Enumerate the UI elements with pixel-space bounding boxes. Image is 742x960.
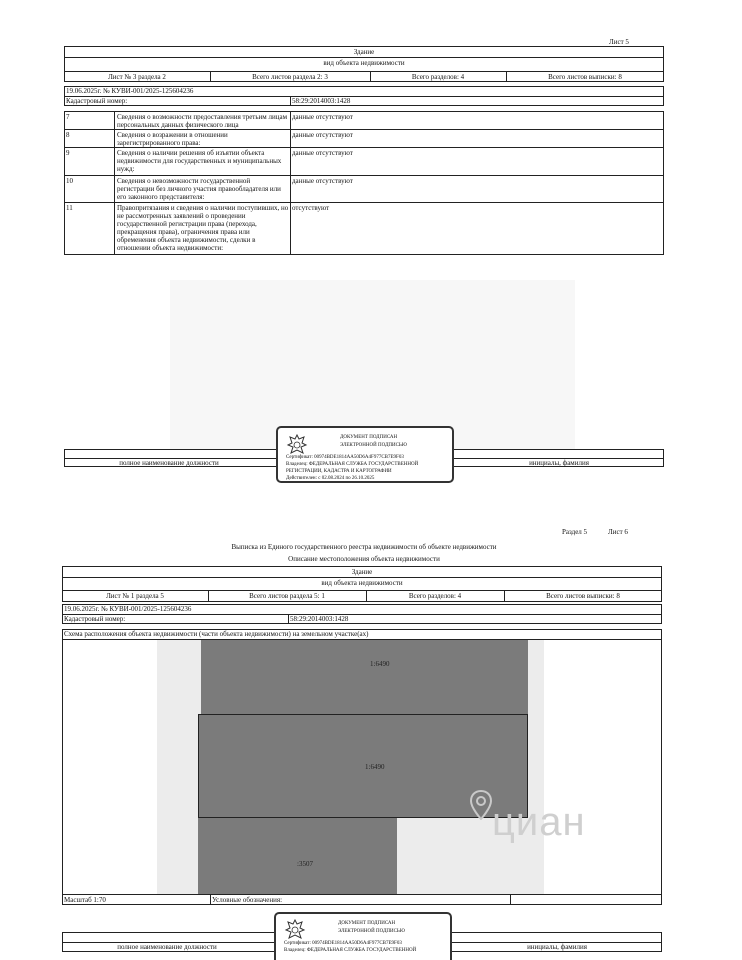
signature-position-label-2: полное наименование должности [117, 943, 217, 951]
parcel-lower [198, 818, 397, 894]
e-signature-stamp-2: ДОКУМЕНТ ПОДПИСАН ЭЛЕКТРОННОЙ ПОДПИСЬЮ Сертификат: 00974BDE1814AA50D6A4F977CB7E9F03 Владелец: ФЕДЕРАЛЬНАЯ СЛУЖБА ГОСУДАРСТВЕННОЙ [274, 912, 452, 960]
meta-total-sheets-extract-2: Всего листов выписки: 8 [546, 592, 620, 600]
extract-subheading: Описание местоположения объекта недвижимости [288, 555, 440, 563]
signature-name-label: инициалы, фамилия [529, 459, 589, 467]
section-number: Раздел 5 [562, 528, 588, 536]
meta-total-sheets-extract: Всего листов выписки: 8 [548, 73, 622, 81]
cadastral-label-2: Кадастровый номер: [64, 615, 126, 623]
signature-position-label: полное наименование должности [119, 459, 219, 467]
row-number: 8 [66, 131, 70, 139]
object-type-title: Здание [353, 48, 375, 56]
parcel-label: 1:6490 [365, 763, 385, 771]
meta-sheet-of-section-2: Лист № 1 раздела 5 [106, 592, 164, 600]
date-number-2: 19.06.2025г. № КУВИ-001/2025-125604236 [64, 605, 192, 613]
row-value: данные отсутствуют [292, 177, 353, 185]
extract-heading: Выписка из Единого государственного реестра недвижимости об объекте недвижимости [231, 543, 497, 551]
meta-total-sections-2: Всего разделов: 4 [408, 592, 462, 600]
row-number: 11 [66, 204, 73, 212]
emblem-icon [284, 918, 306, 942]
row-label: Сведения о невозможности государственной регистрации без личного участия правообладателя или его законного представителя: [117, 177, 281, 201]
meta-total-sheets-section-2: Всего листов раздела 5: 1 [249, 592, 325, 600]
location-pin-icon [470, 790, 492, 820]
meta-total-sections: Всего разделов: 4 [411, 73, 465, 81]
object-type-title-2: Здание [351, 568, 373, 576]
meta-total-sheets-section: Всего листов раздела 2: 3 [252, 73, 328, 81]
row-label: Сведения о возможности предоставления третьим лицам персональных данных физического лица [117, 113, 288, 129]
object-type-subtitle: вид объекта недвижимости [323, 59, 405, 67]
scale-label: Масштаб 1:70 [64, 896, 106, 904]
legend-label: Условные обозначения: [212, 896, 283, 904]
e-signature-stamp: ДОКУМЕНТ ПОДПИСАН ЭЛЕКТРОННОЙ ПОДПИСЬЮ Сертификат: 00974BDE1814AA50D6A4F977CB7E9F03 Владелец: ФЕДЕРАЛЬНАЯ СЛУЖБА ГОСУДАРСТВЕННОЙ РЕГИСТРАЦИИ, КАДАСТРА И КАРТОГРАФИИ Действителен: с 02.08.2024 по 26.10.2025 [276, 426, 454, 483]
row-number: 7 [66, 113, 70, 121]
sheet-number: Лист 5 [609, 38, 629, 46]
row-value: данные отсутствуют [292, 113, 353, 121]
parcel-label: :3507 [297, 860, 313, 868]
emblem-icon [286, 433, 308, 457]
sheet-number-2: Лист 6 [608, 528, 628, 536]
row-label: Сведения о возражении в отношении зарегистрированного права: [117, 131, 228, 147]
row-label: Сведения о наличии решения об изъятии объекта недвижимости для государственных и муниципальных нужд: [117, 149, 282, 173]
parcel-upper [201, 640, 528, 714]
parcel-label: 1:6490 [370, 660, 390, 668]
row-value: отсутствуют [292, 204, 330, 212]
row-value: данные отсутствуют [292, 131, 353, 139]
cadastral-value: 58:29:2014003:1428 [292, 97, 351, 105]
watermark: циан [492, 800, 586, 844]
meta-sheet-of-section: Лист № 3 раздела 2 [108, 73, 166, 81]
row-label: Правопритязания и сведения о наличии поступивших, но не рассмотренных заявлений о проведении государственной регистрации права (перехода, прекращения права), ограничения права или обременения объекта недвижимости, сделки в отношении объекта недвижимости: [117, 204, 289, 252]
cadastral-label: Кадастровый номер: [66, 97, 128, 105]
row-number: 10 [66, 177, 73, 185]
signature-name-label-2: инициалы, фамилия [527, 943, 587, 951]
row-number: 9 [66, 149, 70, 157]
object-type-subtitle-2: вид объекта недвижимости [321, 579, 403, 587]
scheme-title: Схема расположения объекта недвижимости (части объекта недвижимости) на земельном участке(ах) [64, 630, 369, 638]
date-number: 19.06.2025г. № КУВИ-001/2025-125604236 [66, 87, 194, 95]
row-value: данные отсутствуют [292, 149, 353, 157]
cadastral-value-2: 58:29:2014003:1428 [290, 615, 349, 623]
